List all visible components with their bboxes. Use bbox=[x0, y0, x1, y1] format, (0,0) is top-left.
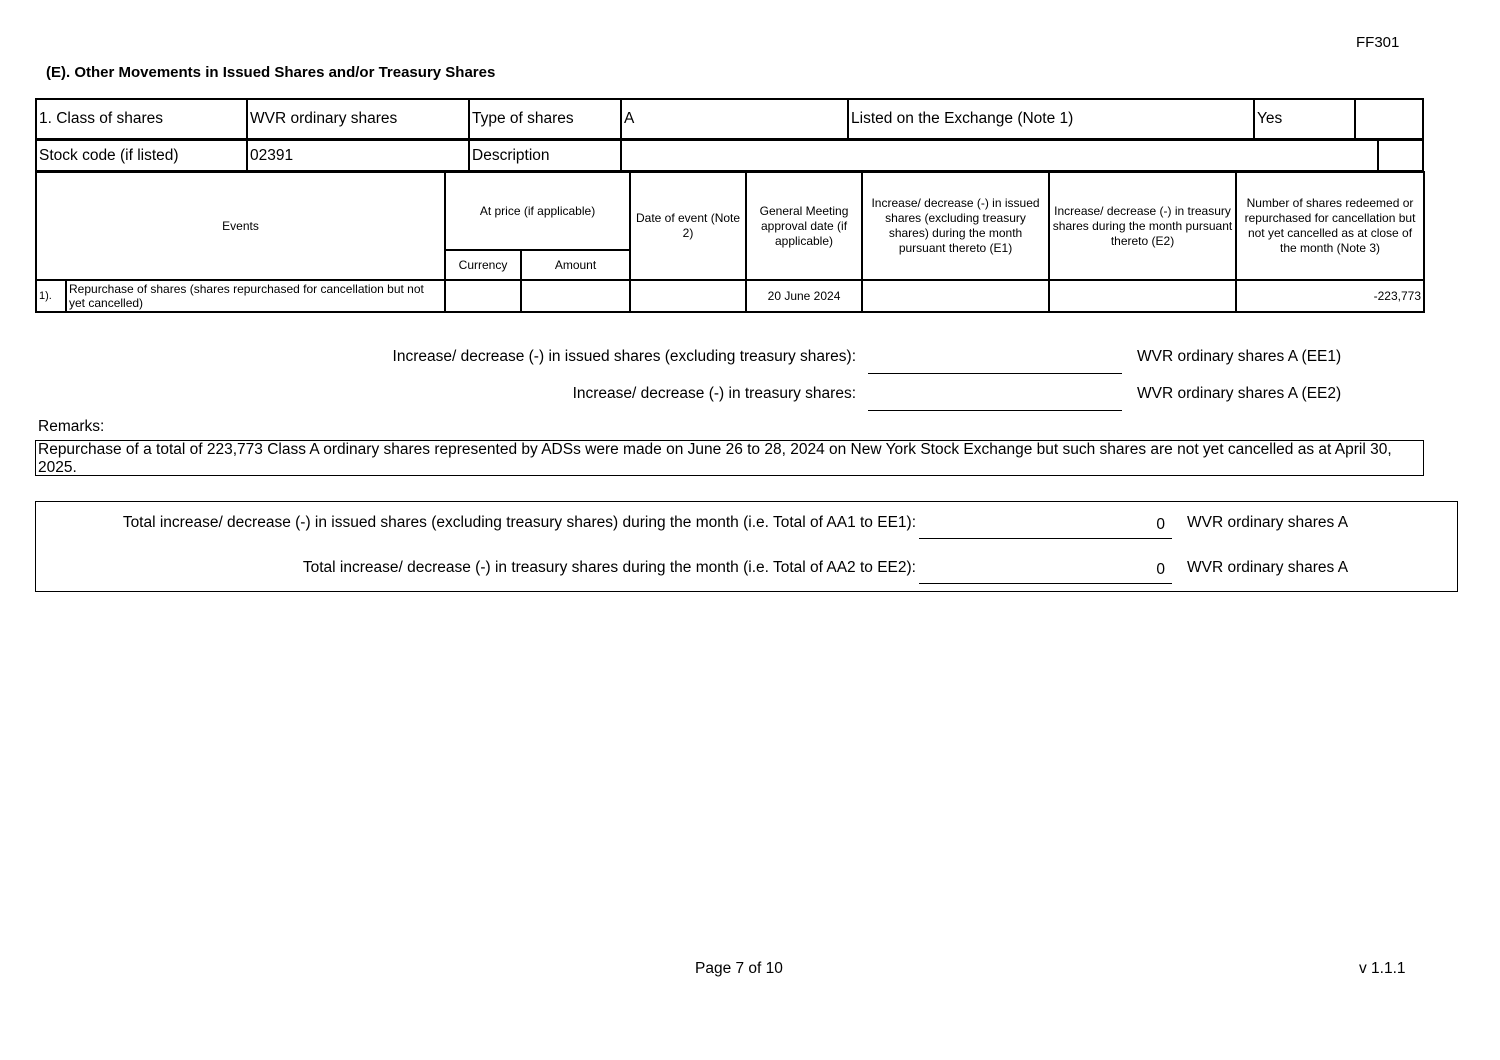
inc-treasury-field[interactable] bbox=[868, 388, 1122, 411]
stock-code-label: Stock code (if listed) bbox=[36, 140, 247, 171]
listed-value[interactable]: Yes bbox=[1254, 99, 1355, 139]
inc-issued-label: Increase/ decrease (-) in issued shares (excluding treasury shares): bbox=[392, 348, 856, 365]
header-inc-treasury: Increase/ decrease (-) in treasury shares during the month pursuant thereto (E2) bbox=[1049, 172, 1236, 280]
stock-code-table bbox=[35, 139, 1424, 172]
description-value[interactable] bbox=[621, 140, 1378, 171]
class-of-shares-label: 1. Class of shares bbox=[36, 99, 247, 139]
table-row bbox=[36, 280, 1424, 312]
total-treasury-label: Total increase/ decrease (-) in treasury shares during the month (i.e. Total of AA2 to EE2): bbox=[302, 559, 916, 576]
listed-extra-cell bbox=[1355, 99, 1423, 139]
page-number: Page 7 of 10 bbox=[695, 960, 783, 977]
header-currency: Currency bbox=[445, 250, 521, 280]
listed-label: Listed on the Exchange (Note 1) bbox=[848, 99, 1254, 139]
total-treasury-value[interactable]: 0 bbox=[919, 561, 1172, 584]
inc-issued-field[interactable] bbox=[868, 351, 1122, 374]
inc-issued-unit: WVR ordinary shares A (EE1) bbox=[1137, 348, 1342, 365]
stock-code-value[interactable]: 02391 bbox=[247, 140, 469, 171]
total-issued-unit: WVR ordinary shares A bbox=[1187, 514, 1349, 531]
row-number: 1). bbox=[36, 280, 66, 312]
inc-treasury-unit: WVR ordinary shares A (EE2) bbox=[1137, 385, 1342, 402]
total-treasury-unit: WVR ordinary shares A bbox=[1187, 559, 1349, 576]
class-of-shares-value[interactable]: WVR ordinary shares bbox=[247, 99, 469, 139]
header-inc-issued: Increase/ decrease (-) in issued shares (excluding treasury shares) during the month pursuant thereto (E1) bbox=[862, 172, 1049, 280]
row-date-of-event[interactable] bbox=[630, 280, 746, 312]
description-extra-cell bbox=[1378, 140, 1423, 171]
row-gm-approval[interactable]: 20 June 2024 bbox=[746, 280, 862, 312]
remarks-text[interactable]: Repurchase of a total of 223,773 Class A ordinary shares represented by ADSs were made on June 26 to 28, 2024 on New York Stock Exchange but such shares are not yet cancelled as at April 30, 2025. bbox=[35, 440, 1424, 476]
row-amount[interactable] bbox=[521, 280, 630, 312]
events-table bbox=[35, 171, 1425, 313]
row-currency[interactable] bbox=[445, 280, 521, 312]
total-issued-value[interactable]: 0 bbox=[919, 516, 1172, 539]
version-label: v 1.1.1 bbox=[1359, 960, 1406, 977]
header-events: Events bbox=[36, 172, 445, 280]
row-redeemed[interactable]: -223,773 bbox=[1236, 280, 1424, 312]
header-amount: Amount bbox=[521, 250, 630, 280]
section-title: (E). Other Movements in Issued Shares and/or Treasury Shares bbox=[46, 64, 496, 81]
total-issued-label: Total increase/ decrease (-) in issued shares (excluding treasury shares) during the month (i.e. Total of AA1 to EE1): bbox=[122, 514, 916, 531]
description-label: Description bbox=[469, 140, 621, 171]
form-code: FF301 bbox=[1356, 34, 1400, 51]
type-of-shares-label: Type of shares bbox=[469, 99, 621, 139]
remarks-label: Remarks: bbox=[38, 418, 105, 435]
header-at-price: At price (if applicable) bbox=[445, 172, 630, 250]
type-of-shares-value[interactable]: A bbox=[621, 99, 848, 139]
class-of-shares-table bbox=[35, 98, 1424, 140]
header-date-of-event: Date of event (Note 2) bbox=[630, 172, 746, 280]
header-redeemed: Number of shares redeemed or repurchased for cancellation but not yet cancelled as at close of the month (Note 3) bbox=[1236, 172, 1424, 280]
row-inc-issued[interactable] bbox=[862, 280, 1049, 312]
row-inc-treasury[interactable] bbox=[1049, 280, 1236, 312]
inc-treasury-label: Increase/ decrease (-) in treasury shares: bbox=[572, 385, 856, 402]
header-gm-approval: General Meeting approval date (if applicable) bbox=[746, 172, 862, 280]
row-event: Repurchase of shares (shares repurchased for cancellation but not yet cancelled) bbox=[66, 280, 445, 312]
